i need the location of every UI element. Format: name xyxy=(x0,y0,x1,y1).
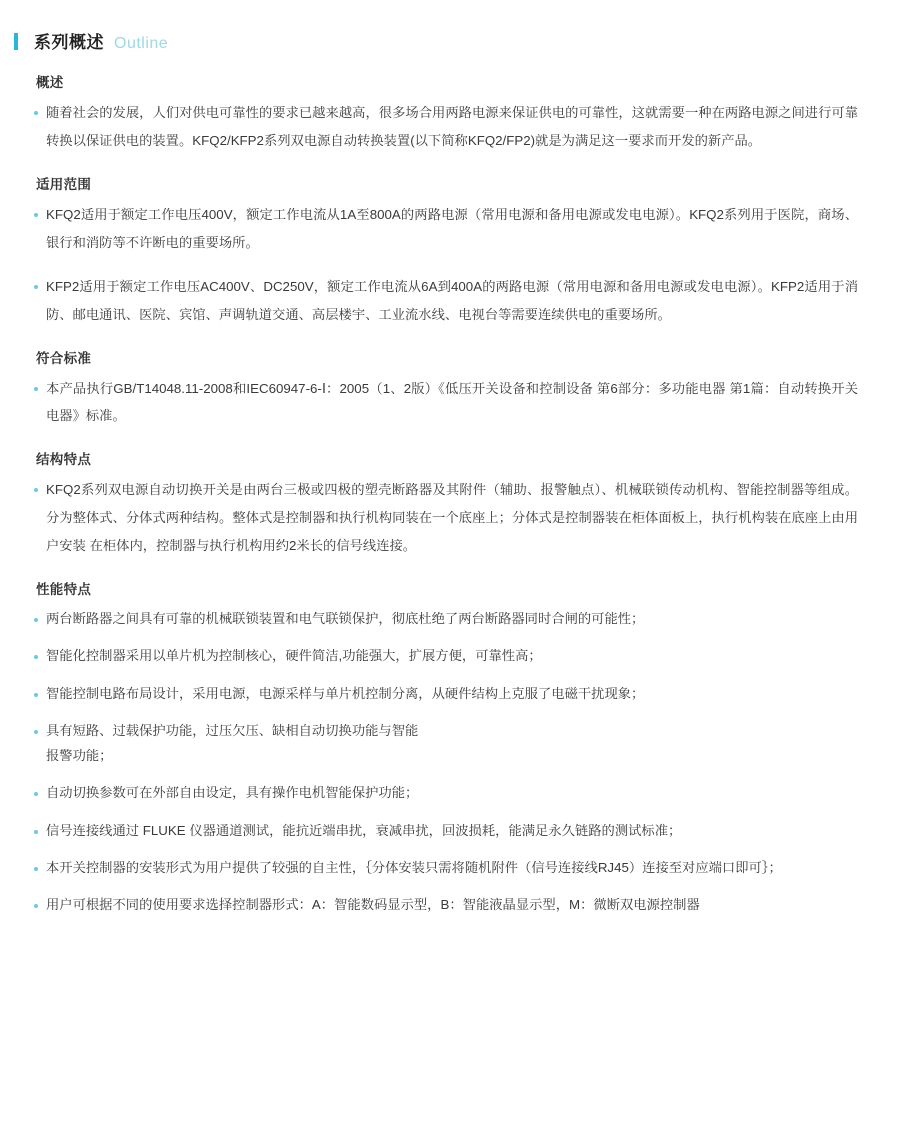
bullet-dot-icon xyxy=(34,387,38,391)
list-item-text: KFQ2系列双电源自动切换开关是由两台三极或四极的塑壳断路器及其附件（辅助、报警触点）、机械联锁传动机构、智能控制器等组成。分为整体式、分体式两种结构。整体式是控制器和执行机构同装在一个底座上；分体式是控制器装在柜体面板上，执行机构装在底座上由用户安装 在柜体内，控制器与执行机构用约2米长的信号线连接。 xyxy=(46,482,858,554)
list-item-text: 具有短路、过载保护功能，过压欠压、缺相自动切换功能与智能 xyxy=(46,722,419,738)
list-item xyxy=(14,643,872,668)
list-item xyxy=(14,99,872,155)
list-item xyxy=(14,606,872,631)
bullet-dot-icon xyxy=(34,730,38,734)
list-item xyxy=(14,855,872,880)
list-item-text: 用户可根据不同的使用要求选择控制器形式：A：智能数码显示型，B：智能液晶显示型，M：微断双电源控制器 xyxy=(46,897,700,913)
bullet-dot-icon xyxy=(34,693,38,697)
list-item-text: 信号连接线通过 FLUKE 仪器通道测试，能抗近端串扰，衰减串扰，回波损耗，能满足永久链路的测试标准； xyxy=(46,822,682,838)
bullet-dot-icon xyxy=(34,618,38,622)
page-title-english: Outline xyxy=(114,35,169,52)
accent-bar-icon xyxy=(14,33,18,50)
list-item xyxy=(14,681,872,706)
bullet-dot-icon xyxy=(34,904,38,908)
list-item xyxy=(14,273,872,329)
list-item xyxy=(14,892,872,917)
list-item-text: 两台断路器之间具有可靠的机械联锁装置和电气联锁保护，彻底杜绝了两台断路器同时合闸的可能性； xyxy=(46,611,645,627)
bullet-dot-icon xyxy=(34,867,38,871)
list-item xyxy=(14,818,872,843)
section-performance xyxy=(14,578,872,917)
list-item-text: 自动切换参数可在外部自由设定，具有操作电机智能保护功能； xyxy=(46,785,419,801)
list-item xyxy=(14,375,872,431)
section-heading: 概述 xyxy=(36,75,64,90)
page-title: 系列概述 xyxy=(34,33,104,52)
list-item xyxy=(14,718,872,769)
list-item xyxy=(14,476,872,560)
list-item-text: 智能控制电路布局设计，采用电源，电源采样与单片机控制分离，从硬件结构上克服了电磁干扰现象； xyxy=(46,685,645,701)
section-heading: 符合标准 xyxy=(36,350,92,366)
bullet-dot-icon xyxy=(34,213,38,217)
list-item-text: KFP2适用于额定工作电压AC400V、DC250V，额定工作电流从6A到400A的两路电源（常用电源和备用电源或发电电源）。KFP2适用于消防、邮电通讯、医院、宾馆、声调轨道交通、高层楼宇、工业流水线、电视台等需要连续供电的重要场所。 xyxy=(46,278,858,322)
section-scope xyxy=(14,173,872,329)
section-heading: 性能特点 xyxy=(36,582,92,598)
list-item xyxy=(14,780,872,805)
list-item-continuation: 报警功能； xyxy=(46,748,113,764)
section-heading: 结构特点 xyxy=(36,452,92,468)
list-item-text: KFQ2适用于额定工作电压400V，额定工作电流从1A至800A的两路电源（常用电源和备用电源或发电电源）。KFQ2系列用于医院，商场、银行和消防等不许断电的重要场所。 xyxy=(46,206,858,250)
section-overview xyxy=(14,71,872,155)
section-header xyxy=(14,28,872,53)
bullet-dot-icon xyxy=(34,488,38,492)
bullet-dot-icon xyxy=(34,285,38,289)
bullet-dot-icon xyxy=(34,830,38,834)
list-item-text: 本开关控制器的安装形式为用户提供了较强的自主性，｛分体安装只需将随机附件（信号连接线RJ45）连接至对应端口即可｝； xyxy=(46,859,782,875)
section-standards xyxy=(14,347,872,431)
list-item xyxy=(14,201,872,257)
section-heading: 适用范围 xyxy=(36,176,92,192)
bullet-dot-icon xyxy=(34,655,38,659)
list-item-text: 本产品执行GB/T14048.11-2008和IEC60947-6-Ⅰ：2005（1、2版）《低压开关设备和控制设备 第6部分：多功能电器 第1篇：自动转换开关电器》标准。 xyxy=(46,380,858,424)
bullet-dot-icon xyxy=(34,792,38,796)
section-structure xyxy=(14,448,872,560)
bullet-dot-icon xyxy=(34,111,38,115)
list-item-text: 随着社会的发展，人们对供电可靠性的要求已越来越高，很多场合用两路电源来保证供电的可靠性，这就需要一种在两路电源之间进行可靠转换以保证供电的装置。KFQ2/KFP2系列双电源自动转换装置(以下简称KFQ2/FP2)就是为满足这一要求而开发的新产品。 xyxy=(46,105,858,148)
list-item-text: 智能化控制器采用以单片机为控制核心，硬件简洁,功能强大，扩展方便，可靠性高； xyxy=(46,648,542,664)
